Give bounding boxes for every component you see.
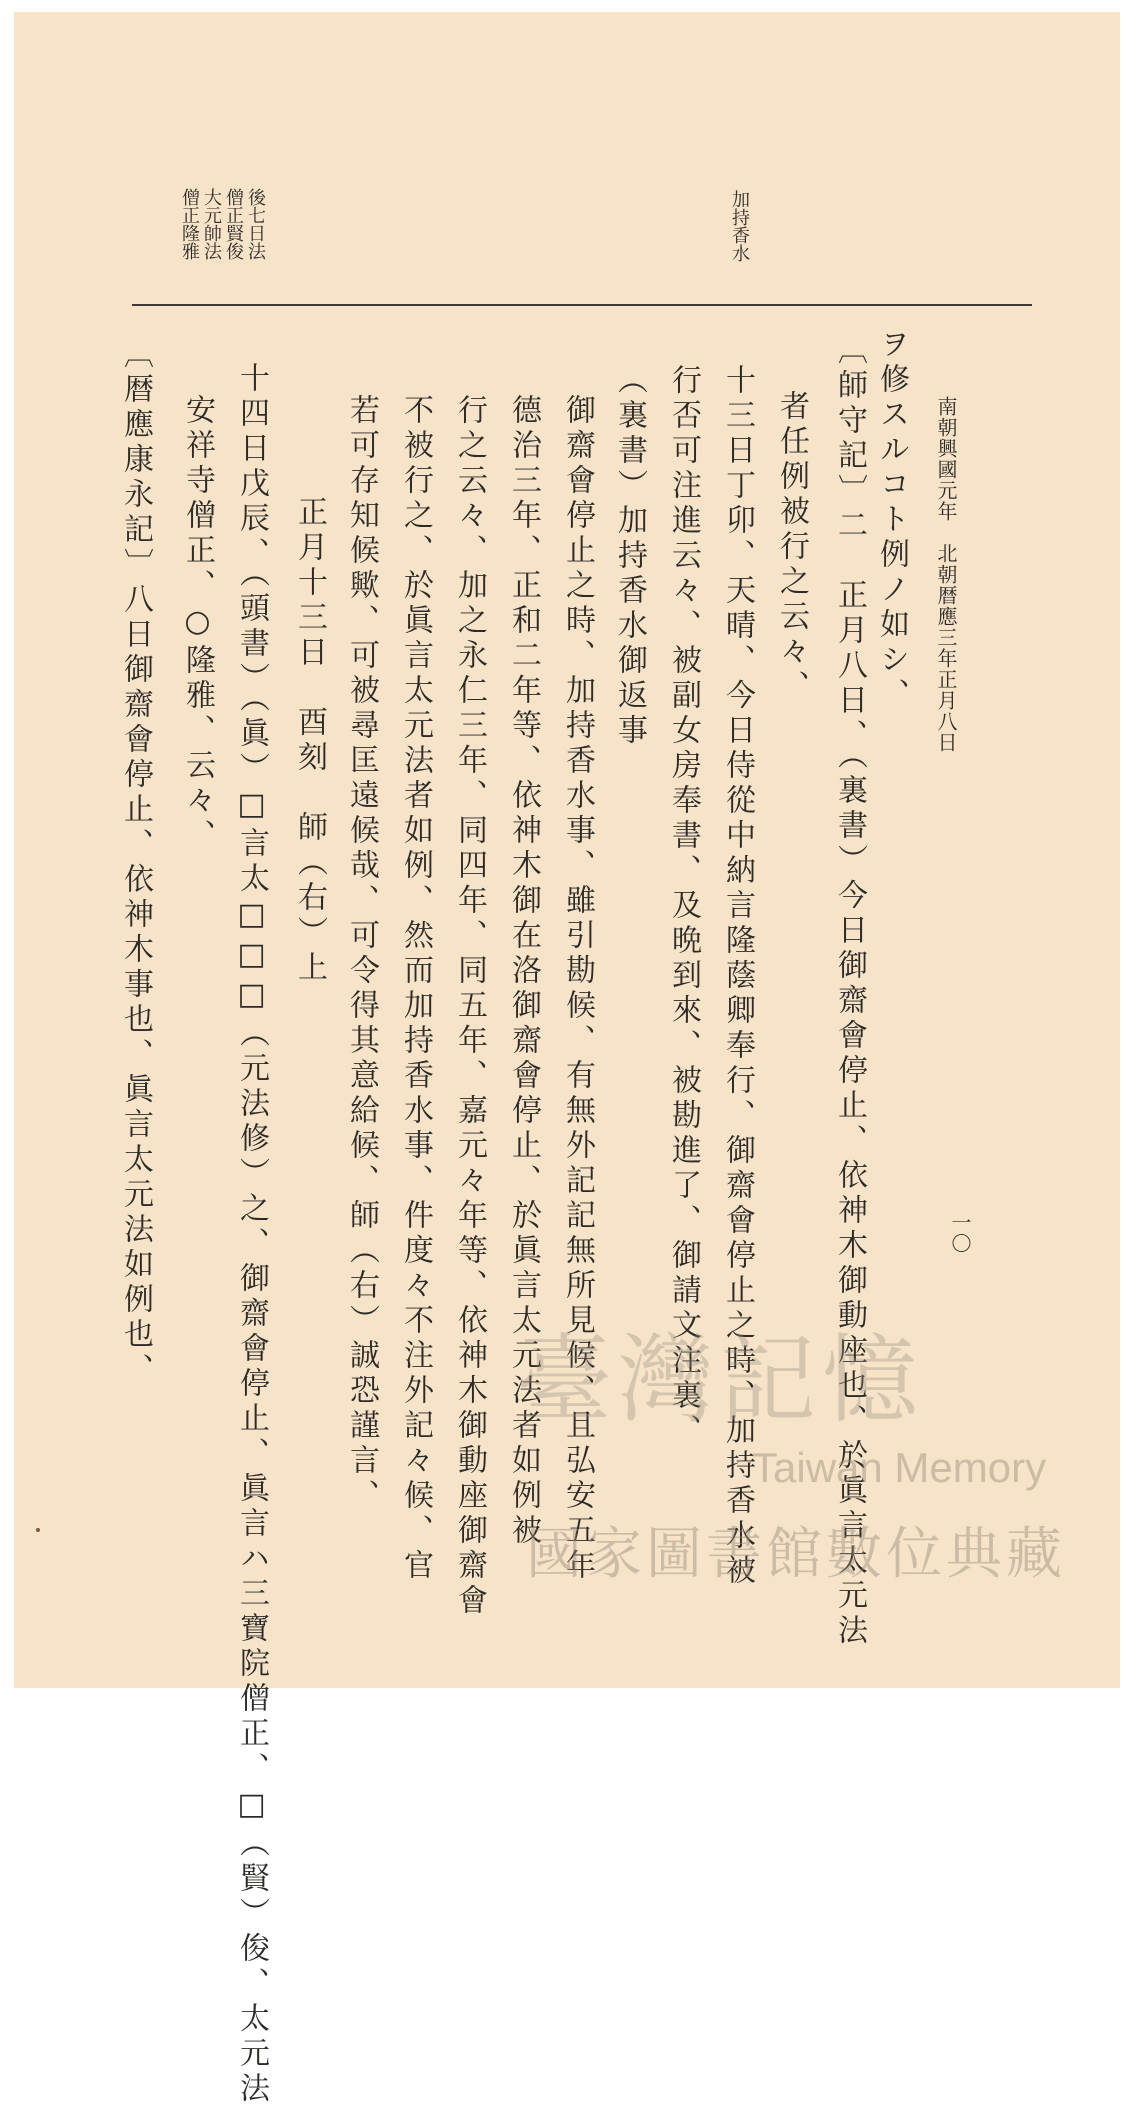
text-line-4: 十三日丁卯、天晴、今日侍從中納言隆蔭卿奉行、御齋會停止之時、加持香水被 [720, 364, 755, 1589]
text-line-6: （裏書）加持香水御返事 [612, 364, 647, 749]
page-number: 一〇 [948, 1212, 972, 1254]
text-line-2: 〔師守記〕二 正月八日、（裏書）今日御齋會停止、依神木御動座也、於眞言太元法 [832, 334, 867, 1649]
text-line-8: 德治三年、正和二年等、依神木御在洛御齋會停止、於眞言太元法者如例被 [506, 394, 541, 1549]
text-line-7: 御齋會停止之時、加持香水事、雖引勘候、有無外記記無所見候、且弘安五年 [560, 394, 595, 1584]
text-line-13: 十四日戊辰、（頭書）（眞）□言太□□□（元法修）之、御齋會停止、眞言ハ三寶院僧正、□（賢）俊、太元法 [234, 362, 269, 2107]
watermark-library: 國家圖書館數位典藏 [526, 1522, 1066, 1587]
document-page [14, 12, 1120, 2107]
text-line-11: 若可存知候歟、可被尋匡遠候哉、可令得其意給候、師（右）誠恐謹言、 [344, 394, 379, 1514]
margin-note-line-1: 後七日法 [245, 188, 266, 260]
header-rule [132, 304, 1032, 306]
margin-note-kaji-kosui: 加持香水 [729, 190, 750, 262]
text-line-10: 不被行之、於眞言太元法者如例、然而加持香水事、件度々不注外記々候、官 [398, 394, 433, 1584]
text-line-5: 行否可注進云々、被副女房奉書、及晩到來、被勘進了、御請文注裏、 [666, 364, 701, 1449]
text-line-1: ヲ修スルコト例ノ如シ、 [874, 328, 909, 713]
text-line-9: 行之云々、加之永仁三年、同四年、同五年、嘉元々年等、依神木御動座御齋會 [452, 394, 487, 1619]
watermark-latin: Taiwan Memory [752, 1444, 1047, 1491]
text-line-15: 〔暦應康永記〕八日御齋會停止、依神木事也、眞言太元法如例也、 [118, 338, 153, 1388]
paper-speck [36, 1528, 40, 1532]
margin-note-line-3: 大元帥法 [201, 188, 222, 260]
margin-note-line-4: 僧正隆雅 [179, 188, 200, 260]
running-title: 南朝興國元年 北朝暦應三年正月八日 [934, 396, 958, 753]
text-line-14: 安祥寺僧正、○隆雅、云々、 [180, 394, 215, 854]
watermark-script: 臺灣記憶 [516, 1324, 924, 1436]
text-line-3: 者任例被行之云々、 [774, 390, 809, 705]
text-line-12: 正月十三日 酉刻 師（右）上 [292, 496, 327, 986]
margin-note-line-2: 僧正賢俊 [223, 188, 244, 260]
